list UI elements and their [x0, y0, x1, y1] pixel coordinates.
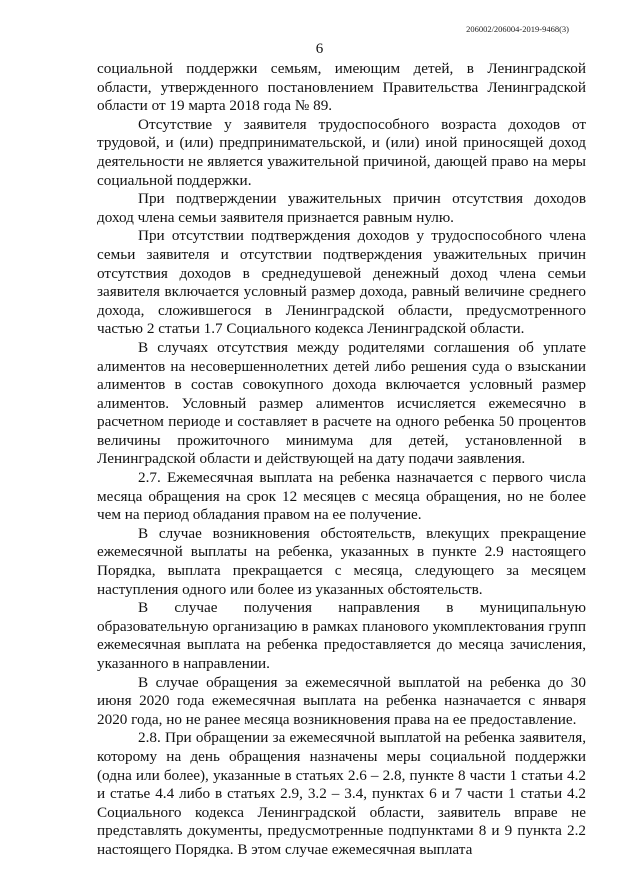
paragraph-school-referral: В случае получения направления в муниципальную образовательную организацию в рамках планового укомплектования групп ежемесячная выплата на ребенка предоставляется до месяца зачисления, указанного в направлении.: [97, 599, 586, 672]
document-body: [97, 60, 586, 860]
paragraph-clause-2-8: 2.8. При обращении за ежемесячной выплатой на ребенка заявителя, которому на день обращения назначены меры социальной поддержки (одна или более), указанные в статьях 2.6 – 2.8, пункте 8 части 1 статьи 4.2 и статье 4.4 либо в статьях 2.9, 3.2 – 3.4, пунктах 6 и 7 части 1 статьи 4.2 Социального кодекса Ленинградской области, заявитель вправе не представлять документы, предусмотренные подпунктами 8 и 9 пункта 2.2 настоящего Порядка. В этом случае ежемесячная выплата: [97, 729, 586, 858]
paragraph-conditional-alimony: В случаях отсутствия между родителями соглашения об уплате алиментов на несовершеннолетних детей либо решения суда о взыскании алиментов в состав совокупного дохода включается условный размер алиментов. Условный размер алиментов исчисляется ежемесячно в расчетном периоде и составляет в расчете на одного ребенка 50 процентов величины прожиточного минимума для детей, установленной в Ленинградской области и действующей на дату подачи заявления.: [97, 338, 586, 468]
paragraph-absence-of-income: Отсутствие у заявителя трудоспособного возраста доходов от трудовой, и (или) предпринимательской, и (или) иной приносящей доход деятельности не является уважительной причиной, дающей право на меры социальной поддержки.: [97, 115, 586, 189]
paragraph-conditional-income: При отсутствии подтверждения доходов у трудоспособного члена семьи заявителя и отсутствии подтверждения уважительных причин отсутствия доходов в среднедушевой денежный доход члена семьи заявителя включается условный размер дохода, равный величине среднего дохода, сложившегося в Ленинградской области, предусмотренного частью 2 статьи 1.7 Социального кодекса Ленинградской области.: [97, 227, 586, 338]
paragraph-before-june-2020: В случае обращения за ежемесячной выплатой на ребенка до 30 июня 2020 года ежемесячная выплата на ребенка назначается с января 2020 года, но не ранее месяца возникновения права на ее предоставление.: [97, 673, 586, 728]
paragraph-clause-2-7: 2.7. Ежемесячная выплата на ребенка назначается с первого числа месяца обращения на срок 12 месяцев с месяца обращения, но не более чем на период обладания правом на ее получение.: [97, 469, 586, 524]
page-number: 6: [315, 41, 324, 57]
document-registration-number: 206002/206004-2019-9468(3): [466, 24, 569, 34]
paragraph-termination: В случае возникновения обстоятельств, влекущих прекращение ежемесячной выплаты на ребенка, указанных в пункте 2.9 настоящего Порядка, выплата прекращается с месяца, следующего за месяцем наступления одного или более из указанных обстоятельств.: [97, 524, 586, 598]
paragraph-continuation: социальной поддержки семьям, имеющим детей, в Ленинградской области, утвержденного постановлением Правительства Ленинградской области от 19 марта 2018 года № 89.: [97, 60, 586, 115]
paragraph-valid-reasons: При подтверждении уважительных причин отсутствия доходов доход члена семьи заявителя признается равным нулю.: [97, 190, 586, 226]
